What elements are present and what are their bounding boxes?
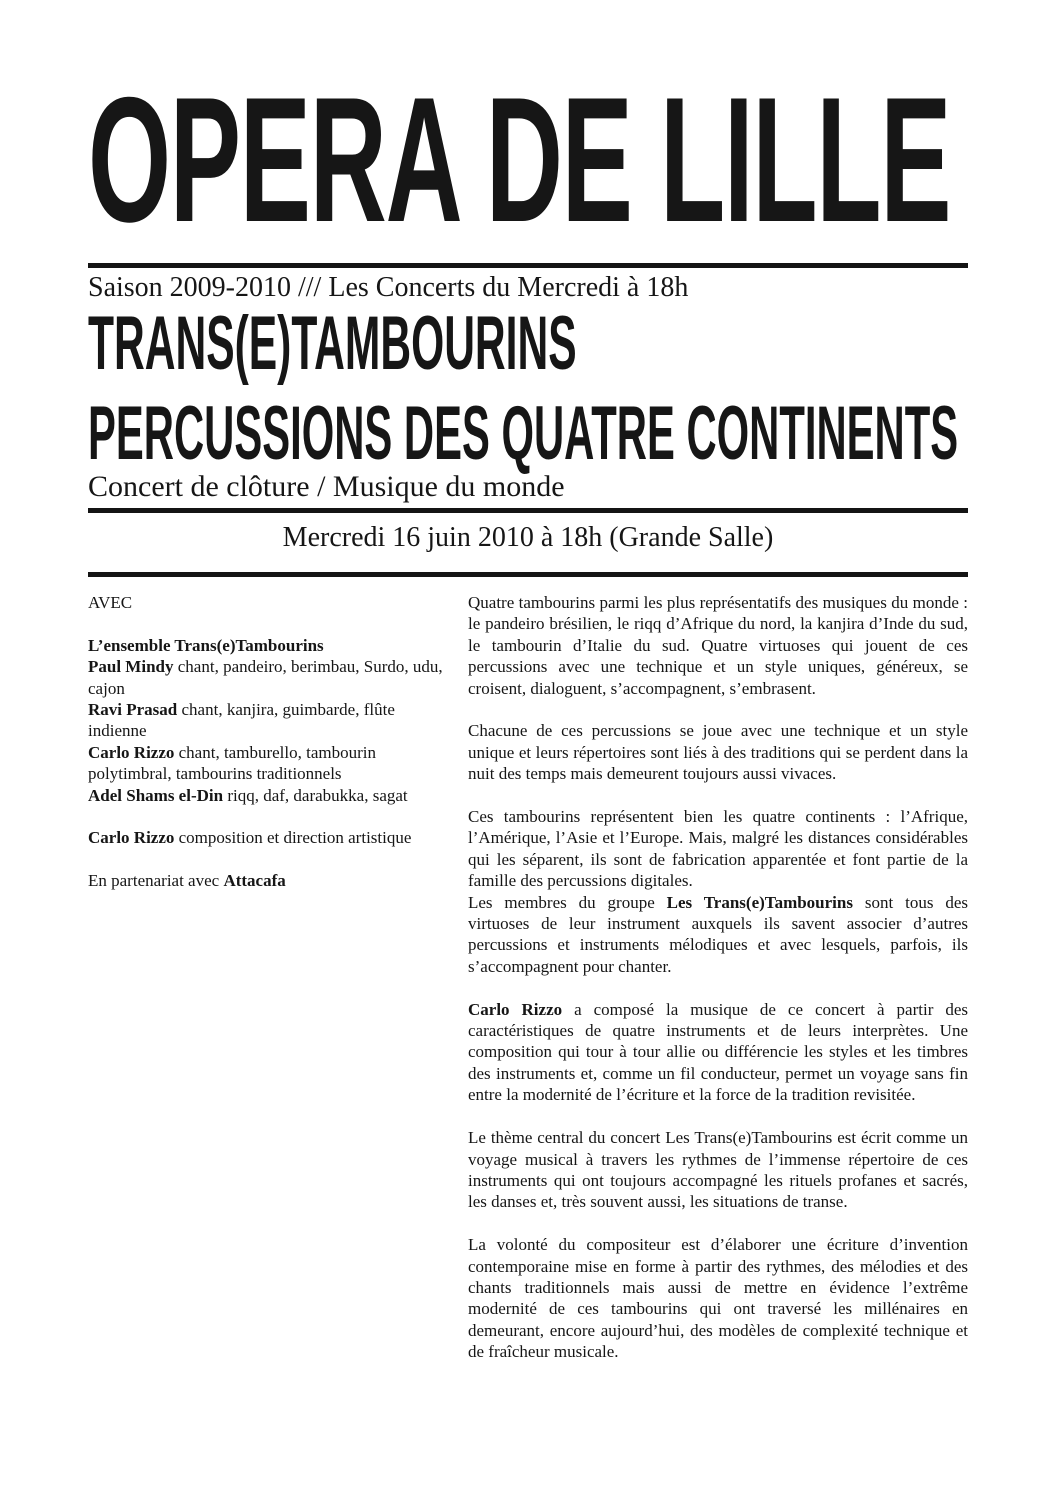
ensemble-name: L’ensemble Trans(e)Tambourins — [88, 635, 324, 655]
partnership-credit — [88, 870, 456, 891]
content-columns — [88, 592, 968, 1363]
middle-divider — [88, 508, 968, 513]
credits-heading: AVEC — [88, 593, 133, 612]
member-name: Adel Shams el-Din — [88, 785, 224, 805]
body-paragraph: Le thème central du concert Les Trans(e)Tambourins est écrit comme un voyage musical à travers les rythmes de l’immense répertoire de ces instruments qui ont toujours accompagné les rituels profanes et sacrés, les danses et, très souvent aussi, les situations de transe. — [468, 1128, 968, 1212]
body-paragraph: Quatre tambourins parmi les plus représentatifs des musiques du monde : le pandeiro brésilien, le riqq d’Afrique du nord, la kanjira d’Inde du sud, le tambourin d’Italie du sud. Quatre virtuoses qui jouent de ces percussions avec une technique et un style uniques, généreux, se croisent, dialoguent, s’accompagnent, s’embrasent. — [468, 593, 968, 698]
member-list — [88, 656, 456, 806]
member-row — [88, 699, 456, 742]
member-instruments: chant, kanjira, guimbarde, flûte indienne — [88, 700, 395, 741]
composer-name: Carlo Rizzo — [88, 828, 175, 848]
member-name: Carlo Rizzo — [88, 742, 175, 762]
top-divider — [88, 263, 968, 268]
member-name: Ravi Prasad — [88, 700, 178, 720]
body-column — [468, 592, 968, 1363]
direction-credit — [88, 827, 456, 848]
member-row — [88, 742, 456, 785]
concert-title-line2 — [88, 391, 1058, 476]
body-paragraph: Ces tambourins représentent bien les quatre continents : l’Afrique, l’Amérique, l’Asie et l’Europe. Mais, malgré les distances considérables qui les séparent, ils sont de fabrication apparentée et font partie de la famille des percussions digitales. — [468, 807, 968, 891]
partnership-prefix: En partenariat avec — [88, 871, 224, 891]
credits-column — [88, 592, 456, 1363]
member-instruments: chant, tamburello, tambourin polytimbral, tambourins traditionnels — [88, 742, 376, 784]
member-instruments: riqq, daf, darabukka, sagat — [223, 785, 408, 805]
body-paragraph: La volonté du compositeur est d’élaborer une écriture d’invention contemporaine mise en forme à partir des rythmes, des mélodies et des chants traditionnels mais aussi de mettre en évidence l’extrême modernité de ces tambourins qui ont traversé les millénaires en demeurant, encore aujourd’hui, des modèles de complexité technique et de fraîcheur musicale. — [468, 1235, 968, 1362]
member-row — [88, 656, 456, 699]
partner-name: Attacafa — [223, 871, 286, 891]
concert-title-line2-text: PERCUSSIONS DES QUATRE CONTINENTS — [88, 391, 959, 476]
body-paragraph: Les membres du groupe Les Trans(e)Tambourins sont tous des virtuoses de leur instrument auxquels ils savent associer d’autres percussions et instruments mélodiques et avec lesquels, parfois, ils s’accompagnent pour chanter. — [468, 892, 968, 976]
concert-title-line1 — [88, 301, 961, 386]
composer-role: composition et direction artistique — [174, 828, 412, 848]
body-paragraph: Carlo Rizzo a composé la musique de ce concert à partir des caractéristiques de quatre instruments et de leurs interprètes. Une composition qui tour à tour allie ou différencie les styles et les timbres des instruments et, comme un fil conducteur, permet un voyage sans fin entre la modernité de l’écriture et la force de la tradition revisitée. — [468, 999, 968, 1105]
concert-title-line1-text: TRANS(E)TAMBOURINS — [88, 301, 577, 386]
masthead-title — [88, 60, 1058, 259]
member-name: Paul Mindy — [88, 657, 174, 677]
date-line: Mercredi 16 juin 2010 à 18h (Grande Salle) — [282, 522, 774, 553]
concert-subtitle: Concert de clôture / Musique du monde — [88, 470, 565, 503]
member-row — [88, 785, 456, 806]
season-line: Saison 2009-2010 /// Les Concerts du Mercredi à 18h — [88, 272, 689, 303]
member-instruments: chant, pandeiro, berimbau, Surdo, udu, cajon — [88, 657, 443, 698]
masthead-title-text: OPERA DE LILLE — [88, 60, 951, 259]
bottom-divider — [88, 572, 968, 577]
body-paragraph: Chacune de ces percussions se joue avec une technique et un style unique et leurs répertoires sont liés à des traditions qui se perdent dans la nuit des temps mais demeurent toujours aussi vivaces. — [468, 721, 968, 784]
